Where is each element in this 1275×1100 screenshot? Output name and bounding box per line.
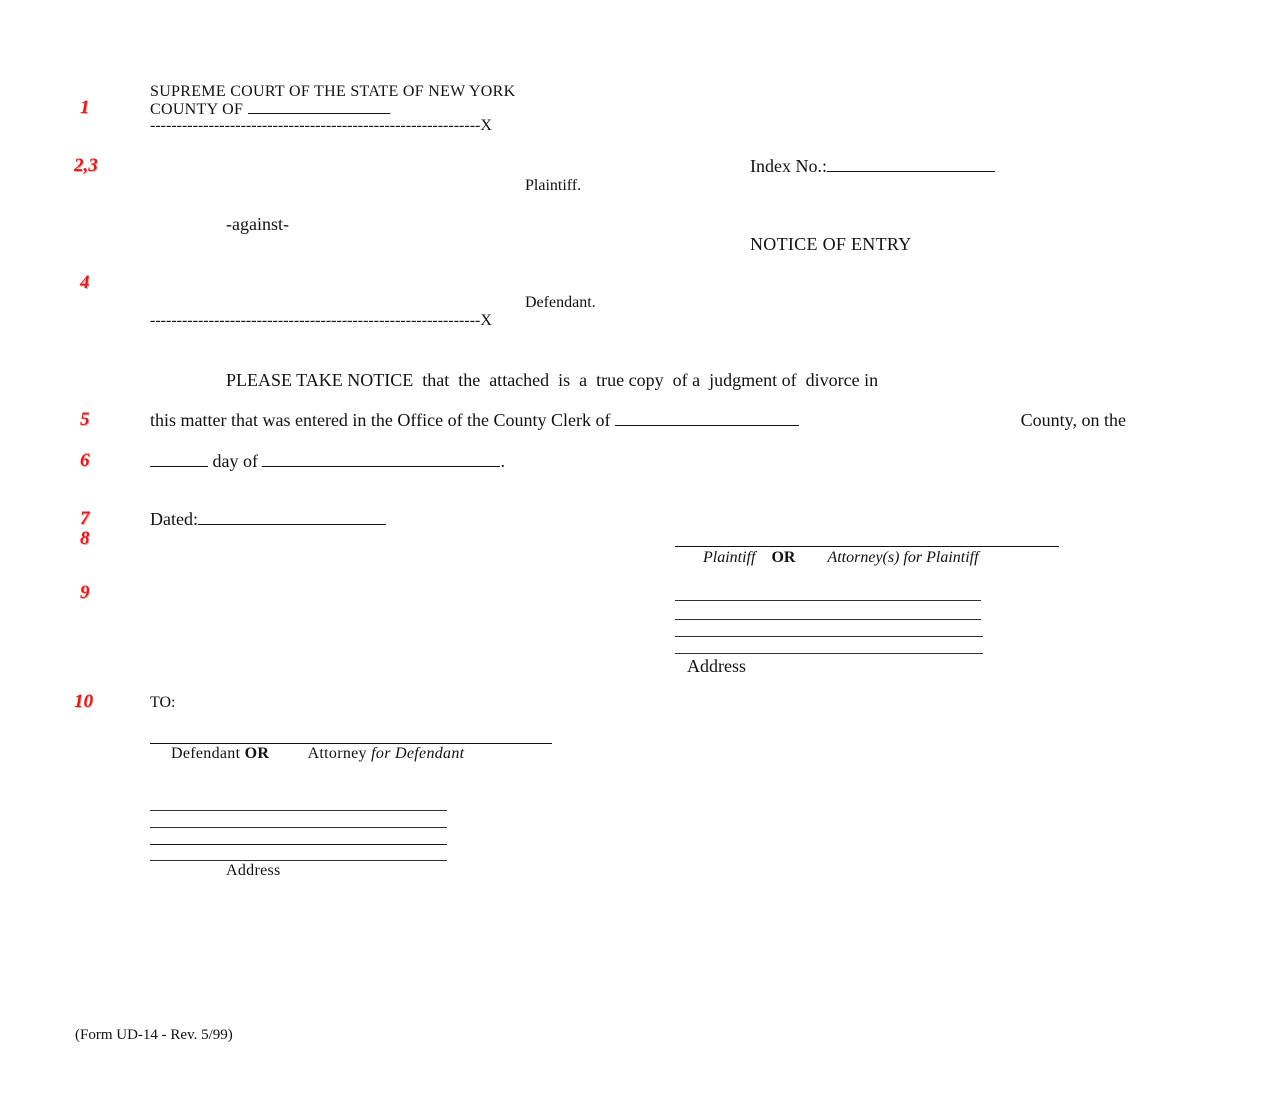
defendant-address-line-3[interactable] — [150, 844, 447, 845]
plaintiff-label: Plaintiff. — [525, 177, 582, 194]
defendant-caption — [171, 745, 464, 763]
day-of-label: day of — [212, 451, 258, 471]
county-field[interactable] — [248, 99, 390, 114]
for-defendant-caption: for Defendant — [371, 745, 465, 762]
defendant-caption-label: Defendant — [171, 745, 241, 762]
marker-1: 1 — [80, 97, 90, 118]
defendant-or: OR — [244, 745, 270, 762]
index-label: Index No.: — [750, 156, 827, 176]
plaintiff-or: OR — [771, 549, 796, 566]
plaintiff-address-label: Address — [687, 656, 746, 676]
marker-4: 4 — [80, 272, 90, 293]
county-label: COUNTY OF — [150, 101, 244, 118]
plaintiff-address-line-1[interactable] — [675, 600, 981, 601]
notice-line-3 — [150, 451, 505, 472]
notice-line-2-text: this matter that was entered in the Office of the County Clerk of — [150, 410, 611, 430]
county-line — [150, 99, 390, 119]
marker-5: 5 — [80, 409, 90, 430]
plaintiff-address-line-2[interactable] — [675, 619, 981, 620]
notice-line-2-suffix: County, on the — [1020, 410, 1126, 430]
defendant-label: Defendant. — [525, 294, 596, 311]
entry-day-field[interactable] — [150, 452, 208, 467]
court-name: SUPREME COURT OF THE STATE OF NEW YORK — [150, 83, 516, 100]
caption-separator-top: --------------------------------------------------------------X — [150, 117, 492, 134]
plaintiff-attorney-caption: Attorney(s) for Plaintiff — [827, 549, 979, 566]
period: . — [500, 451, 505, 471]
defendant-address-line-2[interactable] — [150, 827, 447, 828]
document-title: NOTICE OF ENTRY — [750, 234, 912, 254]
notice-line-1: PLEASE TAKE NOTICE that the attached is a true copy of a judgment of divorce in — [226, 370, 879, 390]
plaintiff-signature-line[interactable] — [675, 546, 1059, 547]
caption-separator-bottom: --------------------------------------------------------------X — [150, 312, 492, 329]
plaintiff-address-line-4[interactable] — [675, 653, 983, 654]
marker-9: 9 — [80, 582, 90, 603]
dated-field[interactable] — [198, 510, 386, 525]
dated-line — [150, 509, 386, 530]
defendant-address-line-1[interactable] — [150, 810, 447, 811]
plaintiff-signature-caption — [703, 549, 979, 567]
marker-7: 7 — [80, 508, 90, 529]
clerk-county-field[interactable] — [615, 411, 799, 426]
against-label: -against- — [226, 214, 289, 234]
dated-label: Dated: — [150, 509, 198, 529]
entry-month-year-field[interactable] — [262, 452, 500, 467]
plaintiff-address-line-3[interactable] — [675, 636, 983, 637]
defendant-attorney-caption: Attorney — [307, 745, 367, 762]
to-label: TO: — [150, 694, 176, 711]
marker-2-3: 2,3 — [74, 155, 98, 176]
marker-8: 8 — [80, 528, 90, 549]
defendant-address-label: Address — [226, 862, 281, 879]
notice-line-2 — [150, 410, 1126, 431]
form-id: (Form UD-14 - Rev. 5/99) — [75, 1027, 233, 1043]
plaintiff-caption: Plaintiff — [703, 549, 756, 566]
marker-6: 6 — [80, 450, 90, 471]
index-line — [750, 156, 995, 177]
defendant-name-line[interactable] — [150, 743, 552, 744]
marker-10: 10 — [74, 691, 93, 712]
defendant-address-line-4[interactable] — [150, 860, 447, 861]
index-number-field[interactable] — [827, 157, 995, 172]
